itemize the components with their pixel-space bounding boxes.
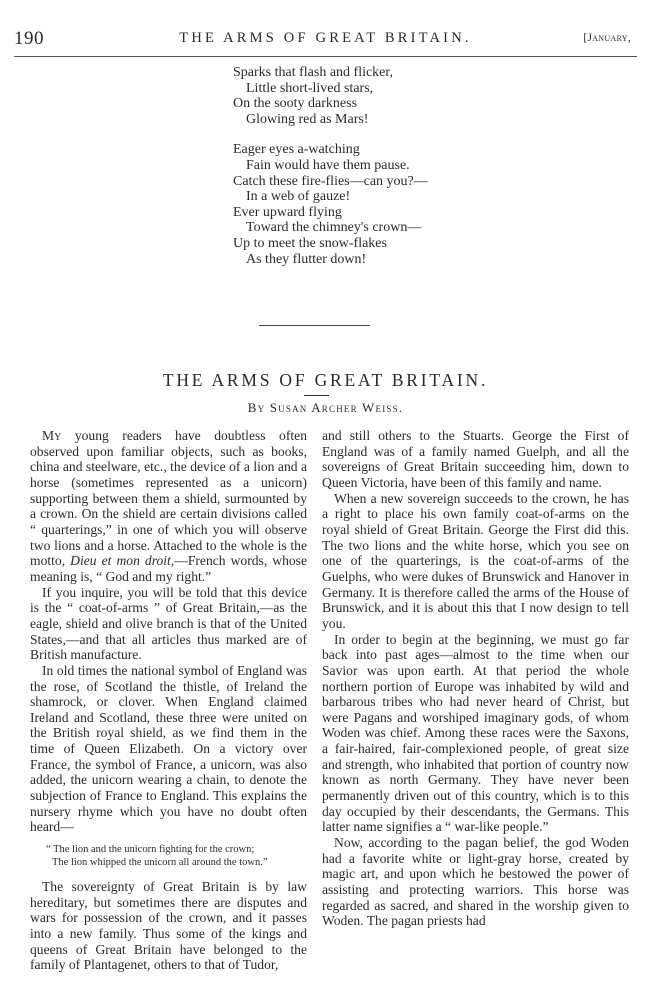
poem-line: Up to meet the snow-flakes xyxy=(233,235,387,251)
page-header xyxy=(14,28,637,50)
rhyme-line: “ The lion and the unicorn fighting for the crown; xyxy=(46,844,255,856)
article-byline: By Susan Archer Weiss. xyxy=(247,400,404,415)
article-title: THE ARMS OF GREAT BRITAIN. xyxy=(162,370,489,390)
paragraph: In order to begin at the beginning, we must go far back into past ages—almost to the time when our Savior was upon earth. At that period the whole northern portion of Europe was inhabited by wild and barbarous tribes who had never heard of Christ, but were Pagans and worshiped imaginary gods, of whom Woden was chief. Among these races were the Saxons, a fair-haired, fair-complexioned people, of great size and strength, who inhabited that portion of country now known as north Germany. They have never been permanently driven out of this country, which is to this day occupied by their descendants, the Germans. This latter name signifies a “ war-like people.” xyxy=(322,631,629,835)
poem-line: Catch these fire-flies—can you?— xyxy=(233,173,428,189)
poem-line: Little short-lived stars, xyxy=(246,80,374,96)
nursery-rhyme-quote xyxy=(30,843,307,869)
poem-line: In a web of gauze! xyxy=(246,189,351,205)
paragraph: When a new sovereign succeeds to the crown, he has a right to place his own family coat-of-arms on the royal shield of Great Britain. George the First did this. The two lions and the white horse, which you see on one of the quarterings, is the coat-of-arms of the Guelphs, who were dukes of Brunswick and Hanover in Germany. It is therefore called the arms of the House of Brunswick, and it is about this that I now design to tell you. xyxy=(322,490,629,631)
poem-line: Toward the chimney's crown— xyxy=(246,220,422,236)
paragraph-text: young readers have doubtless often observed upon familiar objects, such as books, china and steelware, etc., the device of a lion and a horse (sometimes represented as a unicorn) supporting between them a shield, surmounted by a crown. On the shield are certain divisions called “ quarterings,” in one of which you will observe two lions and a horse. Attached to the whole is the motto, xyxy=(30,428,307,569)
article-column-right xyxy=(322,428,629,929)
poem-line: On the sooty darkness xyxy=(233,96,358,112)
poem-line: Fain would have them pause. xyxy=(246,157,410,173)
article-column-left xyxy=(30,428,307,973)
poem-stanza-2 xyxy=(233,142,428,267)
paragraph: In old times the national symbol of England was the rose, of Scotland the thistle, of Ireland the shamrock, or clover. When England claimed Ireland and Scotland, these three were united on the British royal shield, as we find them in the time of Queen Elizabeth. On a victory over France, the symbol of France, a unicorn, was also added, the unicorn wearing a chain, to denote the subjection of France to England. This explains the nursery rhyme which you have no doubt often heard— xyxy=(30,662,307,835)
drop-lead: My xyxy=(42,428,62,443)
page-number: 190 xyxy=(14,28,44,49)
poem-stanza-1 xyxy=(233,65,428,127)
paragraph: If you inquire, you will be told that this device is the “ coat-of-arms ” of Great Britain,—as the eagle, shield and olive branch is that of the United States,—and that all articles thus marked are of British manufacture. xyxy=(30,584,307,663)
paragraph: The sovereignty of Great Britain is by law hereditary, but sometimes there are disputes and wars for possession of the crown, and it passes into a new family. Thus some of the kings and queens of Great Britain have belonged to the family of Plantagenet, others to that of Tudor, xyxy=(30,879,307,973)
running-title: THE ARMS OF GREAT BRITAIN. xyxy=(179,30,472,46)
poem-line: Eager eyes a-watching xyxy=(233,142,360,158)
paragraph-text: —French words, whose meaning is, “ God and my right.” xyxy=(30,553,307,584)
poem-line: Ever upward flying xyxy=(233,204,342,220)
issue-month: [January, xyxy=(583,32,631,44)
section-divider xyxy=(259,325,370,326)
motto: Dieu et mon droit, xyxy=(70,553,175,569)
poem xyxy=(233,65,428,282)
poem-line: Glowing red as Mars! xyxy=(246,111,369,127)
paragraph xyxy=(30,428,307,585)
poem-line: Sparks that flash and flicker, xyxy=(233,65,394,80)
paragraph: Now, according to the pagan belief, the god Woden had a favorite white or light-gray horse, created by magic art, and upon which he bestowed the power of assisting and protecting warriors. This horse was regarded as sacred, and shared in the worship given to Woden. The pagan priests had xyxy=(322,835,629,929)
title-rule xyxy=(304,395,329,396)
header-rule xyxy=(14,56,637,57)
poem-line: As they flutter down! xyxy=(246,251,367,267)
paragraph: and still others to the Stuarts. George the First of England was of a family named Guelph, and all the sovereigns of Great Britain succeeding him, down to Queen Victoria, have been of this family and name. xyxy=(322,428,629,490)
rhyme-line: The lion whipped the unicorn all around the town.” xyxy=(52,857,268,869)
